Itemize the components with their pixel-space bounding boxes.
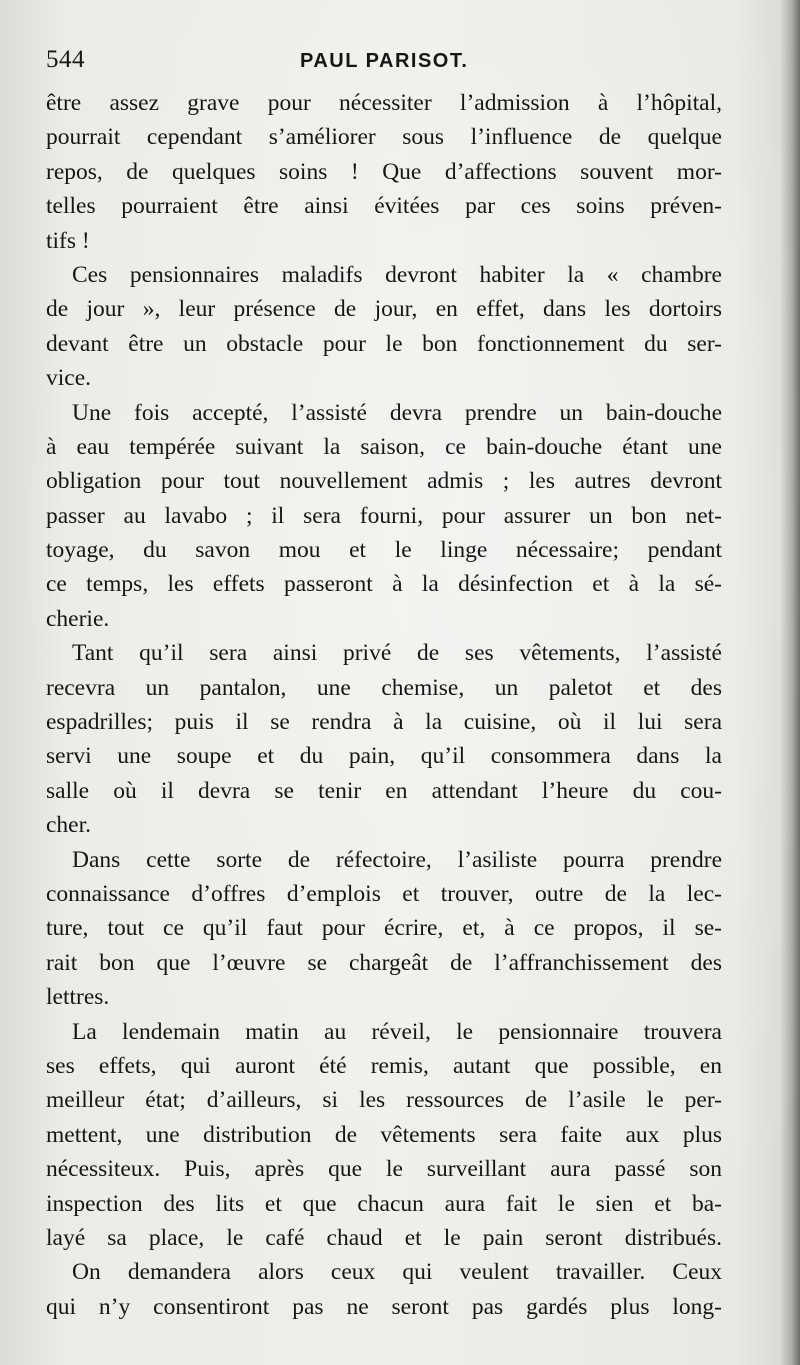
text-line: cherie. — [46, 605, 110, 632]
body-text — [46, 86, 722, 1324]
page-header — [46, 46, 726, 80]
running-head: PAUL PARISOT. — [300, 50, 469, 72]
text-line: servi une soupe et du pain, qu’il consommera dans la — [46, 743, 722, 770]
text-line: salle où il devra se tenir en attendant l’heure du cou- — [46, 777, 722, 804]
text-line: nécessiteux. Puis, après que le surveillant aura passé son — [46, 1156, 722, 1183]
text-line: ce temps, les effets passeront à la désinfection et à la sé- — [46, 571, 722, 598]
text-line: meilleur état; d’ailleurs, si les ressources de l’asile le per- — [46, 1087, 722, 1114]
text-line: connaissance d’offres d’emplois et trouver, outre de la lec- — [46, 880, 722, 907]
text-line: être assez grave pour nécessiter l’admission à l’hôpital, — [46, 90, 722, 116]
text-line: telles pourraient être ainsi évitées par ces soins préven- — [46, 193, 722, 220]
paragraph-start-line: Dans cette sorte de réfectoire, l’asiliste pourra prendre — [72, 846, 722, 873]
text-line: espadrilles; puis il se rendra à la cuisine, où il lui sera — [46, 709, 722, 736]
text-line: lettres. — [46, 984, 110, 1011]
text-line: inspection des lits et que chacun aura fait le sien et ba- — [46, 1190, 722, 1217]
page-number: 544 — [46, 46, 85, 73]
text-line: repos, de quelques soins ! Que d’affections souvent mor- — [46, 158, 722, 185]
text-line: ture, tout ce qu’il faut pour écrire, et, à ce propos, il se- — [46, 915, 722, 942]
text-line: rait bon que l’œuvre se chargeât de l’affranchissement des — [46, 949, 722, 976]
text-line: passer au lavabo ; il sera fourni, pour assurer un bon net- — [46, 502, 722, 529]
paragraph-start-line: Tant qu’il sera ainsi privé de ses vêtements, l’assisté — [72, 640, 722, 667]
text-line: à eau tempérée suivant la saison, ce bain-douche étant une — [46, 433, 722, 460]
text-line: mettent, une distribution de vêtements sera faite aux plus — [46, 1121, 722, 1148]
paragraph-start-line: La lendemain matin au réveil, le pensionnaire trouvera — [72, 1018, 722, 1045]
text-line: qui n’y consentiront pas ne seront pas gardés plus long- — [46, 1293, 722, 1320]
paragraph-start-line: On demandera alors ceux qui veulent travailler. Ceux — [72, 1259, 722, 1286]
text-line: pourrait cependant s’améliorer sous l’influence de quelque — [46, 124, 722, 151]
text-line: vice. — [46, 365, 92, 392]
paragraph-start-line: Une fois accepté, l’assisté devra prendre un bain-douche — [72, 399, 722, 426]
paragraph-start-line: Ces pensionnaires maladifs devront habiter la « chambre — [72, 261, 722, 288]
page-edge-shadow — [780, 0, 800, 1365]
text-line: ses effets, qui auront été remis, autant que possible, en — [46, 1052, 722, 1079]
text-line: layé sa place, le café chaud et le pain seront distribués. — [46, 1224, 722, 1251]
text-line: toyage, du savon mou et le linge nécessaire; pendant — [46, 537, 722, 564]
text-line: obligation pour tout nouvellement admis ; les autres devront — [46, 468, 722, 495]
text-line: recevra un pantalon, une chemise, un paletot et des — [46, 674, 722, 701]
text-line: de jour », leur présence de jour, en effet, dans les dortoirs — [46, 296, 722, 323]
text-line: tifs ! — [46, 227, 90, 254]
text-line: devant être un obstacle pour le bon fonctionnement du ser- — [46, 330, 722, 357]
text-line: cher. — [46, 812, 92, 839]
